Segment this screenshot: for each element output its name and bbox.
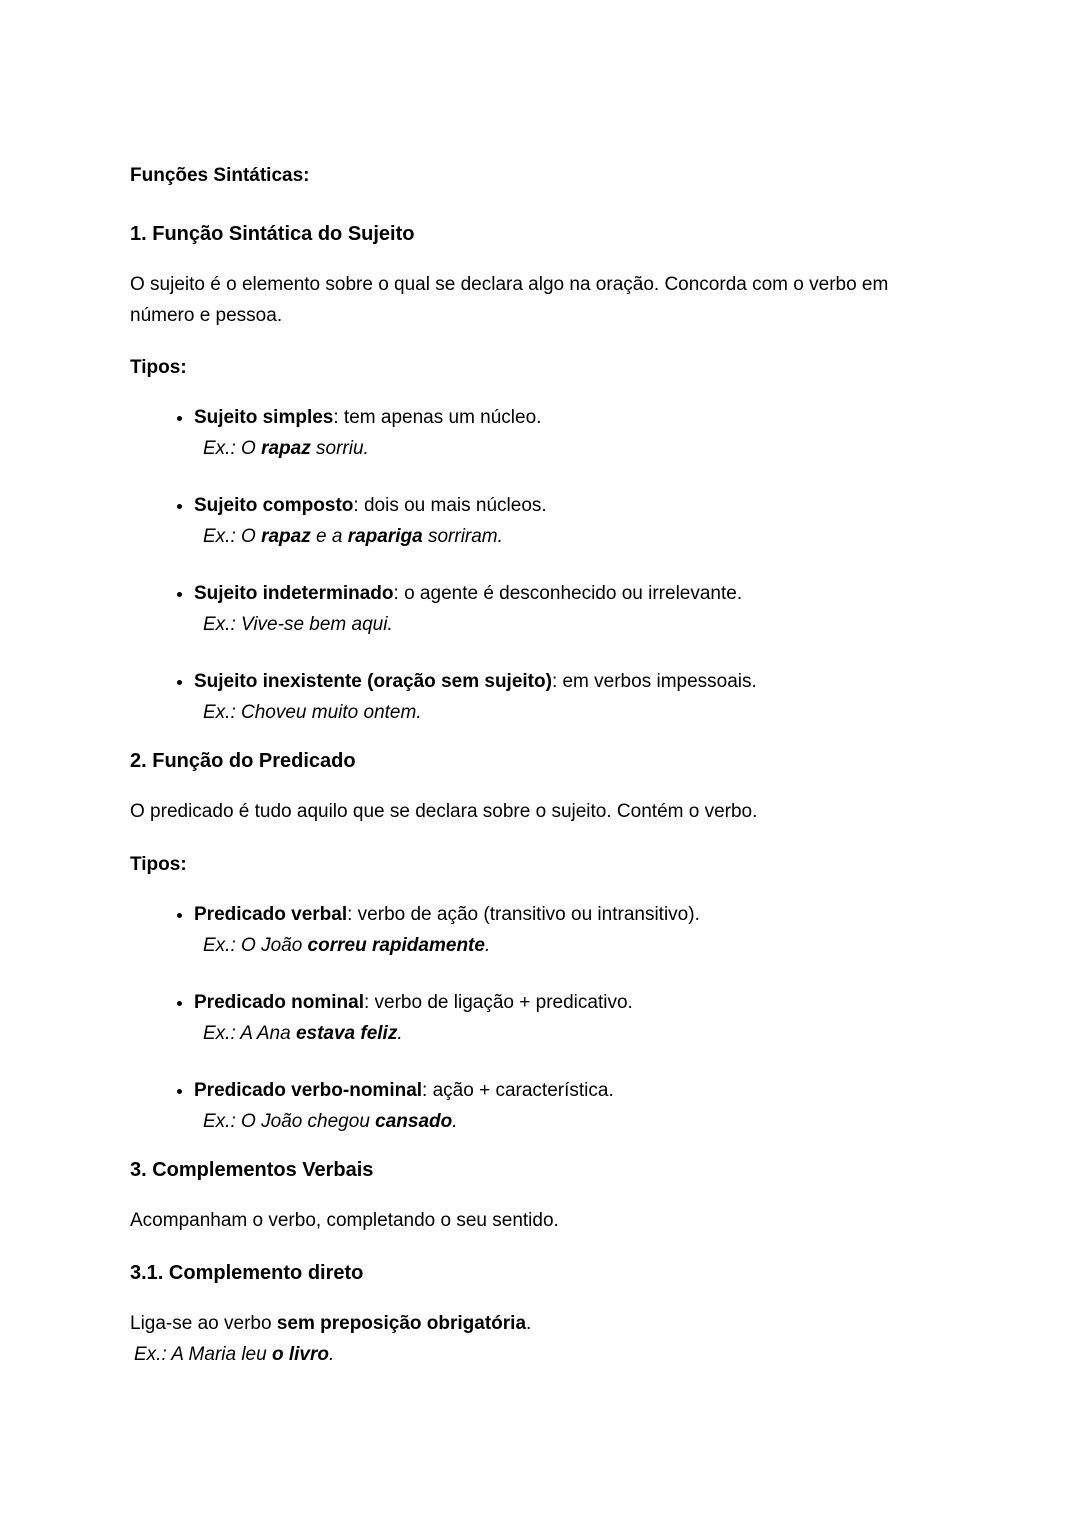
list-item-text: • Predicado nominal: verbo de ligação + predicativo. <box>194 992 633 1013</box>
section-3-1-heading: 3.1. Complemento direto <box>130 1262 364 1284</box>
list-item-predicado-verbo-nominal <box>194 1075 930 1137</box>
section-3-heading: 3. Complementos Verbais <box>130 1159 374 1181</box>
list-item-sujeito-composto <box>194 490 930 552</box>
section-1-heading: 1. Função Sintática do Sujeito <box>130 223 415 245</box>
section-2-intro: O predicado é tudo aquilo que se declara sobre o sujeito. Contém o verbo. <box>130 801 758 822</box>
predicate-types-list <box>130 899 930 1137</box>
section-3-intro: Acompanham o verbo, completando o seu sentido. <box>130 1210 559 1231</box>
list-item-text: • Sujeito indeterminado: o agente é desconhecido ou irrelevante. <box>194 583 743 604</box>
list-item-text: • Sujeito inexistente (oração sem sujeito): em verbos impessoais. <box>194 671 757 692</box>
section-1-intro: O sujeito é o elemento sobre o qual se declara algo na oração. Concorda com o verbo em número e pessoa. <box>130 274 889 326</box>
list-item-example: Ex.: O rapaz e a rapariga sorriram. <box>203 526 503 547</box>
doc-title: Funções Sintáticas: <box>130 165 310 186</box>
subject-types-list <box>130 402 930 728</box>
list-item-example: Ex.: A Ana estava feliz. <box>203 1023 403 1044</box>
list-item-example: Ex.: O João chegou cansado. <box>203 1111 458 1132</box>
section-2-heading: 2. Função do Predicado <box>130 750 356 772</box>
list-item-example: Ex.: Vive-se bem aqui. <box>203 614 393 635</box>
section-2-tipos-label: Tipos: <box>130 854 187 875</box>
list-item-predicado-nominal <box>194 987 930 1049</box>
list-item-predicado-verbal <box>194 899 930 961</box>
section-3-1-example: Ex.: A Maria leu o livro. <box>134 1344 335 1365</box>
list-item-example: Ex.: O rapaz sorriu. <box>203 438 369 459</box>
list-item-example: Ex.: O João correu rapidamente. <box>203 935 491 956</box>
list-item-text: • Predicado verbo-nominal: ação + característica. <box>194 1080 614 1101</box>
list-item-sujeito-simples <box>194 402 930 464</box>
section-3-1-paragraph <box>130 1308 930 1370</box>
list-item-example: Ex.: Choveu muito ontem. <box>203 702 422 723</box>
section-1-tipos-label: Tipos: <box>130 357 187 378</box>
list-item-sujeito-indeterminado <box>194 578 930 640</box>
list-item-sujeito-inexistente <box>194 666 930 728</box>
list-item-text: • Sujeito composto: dois ou mais núcleos. <box>194 495 547 516</box>
list-item-text: • Sujeito simples: tem apenas um núcleo. <box>194 407 542 428</box>
list-item-text: • Predicado verbal: verbo de ação (transitivo ou intransitivo). <box>194 904 700 925</box>
document-page <box>130 160 930 1370</box>
section-3-1-body: Liga-se ao verbo sem preposição obrigatória. <box>130 1313 532 1334</box>
